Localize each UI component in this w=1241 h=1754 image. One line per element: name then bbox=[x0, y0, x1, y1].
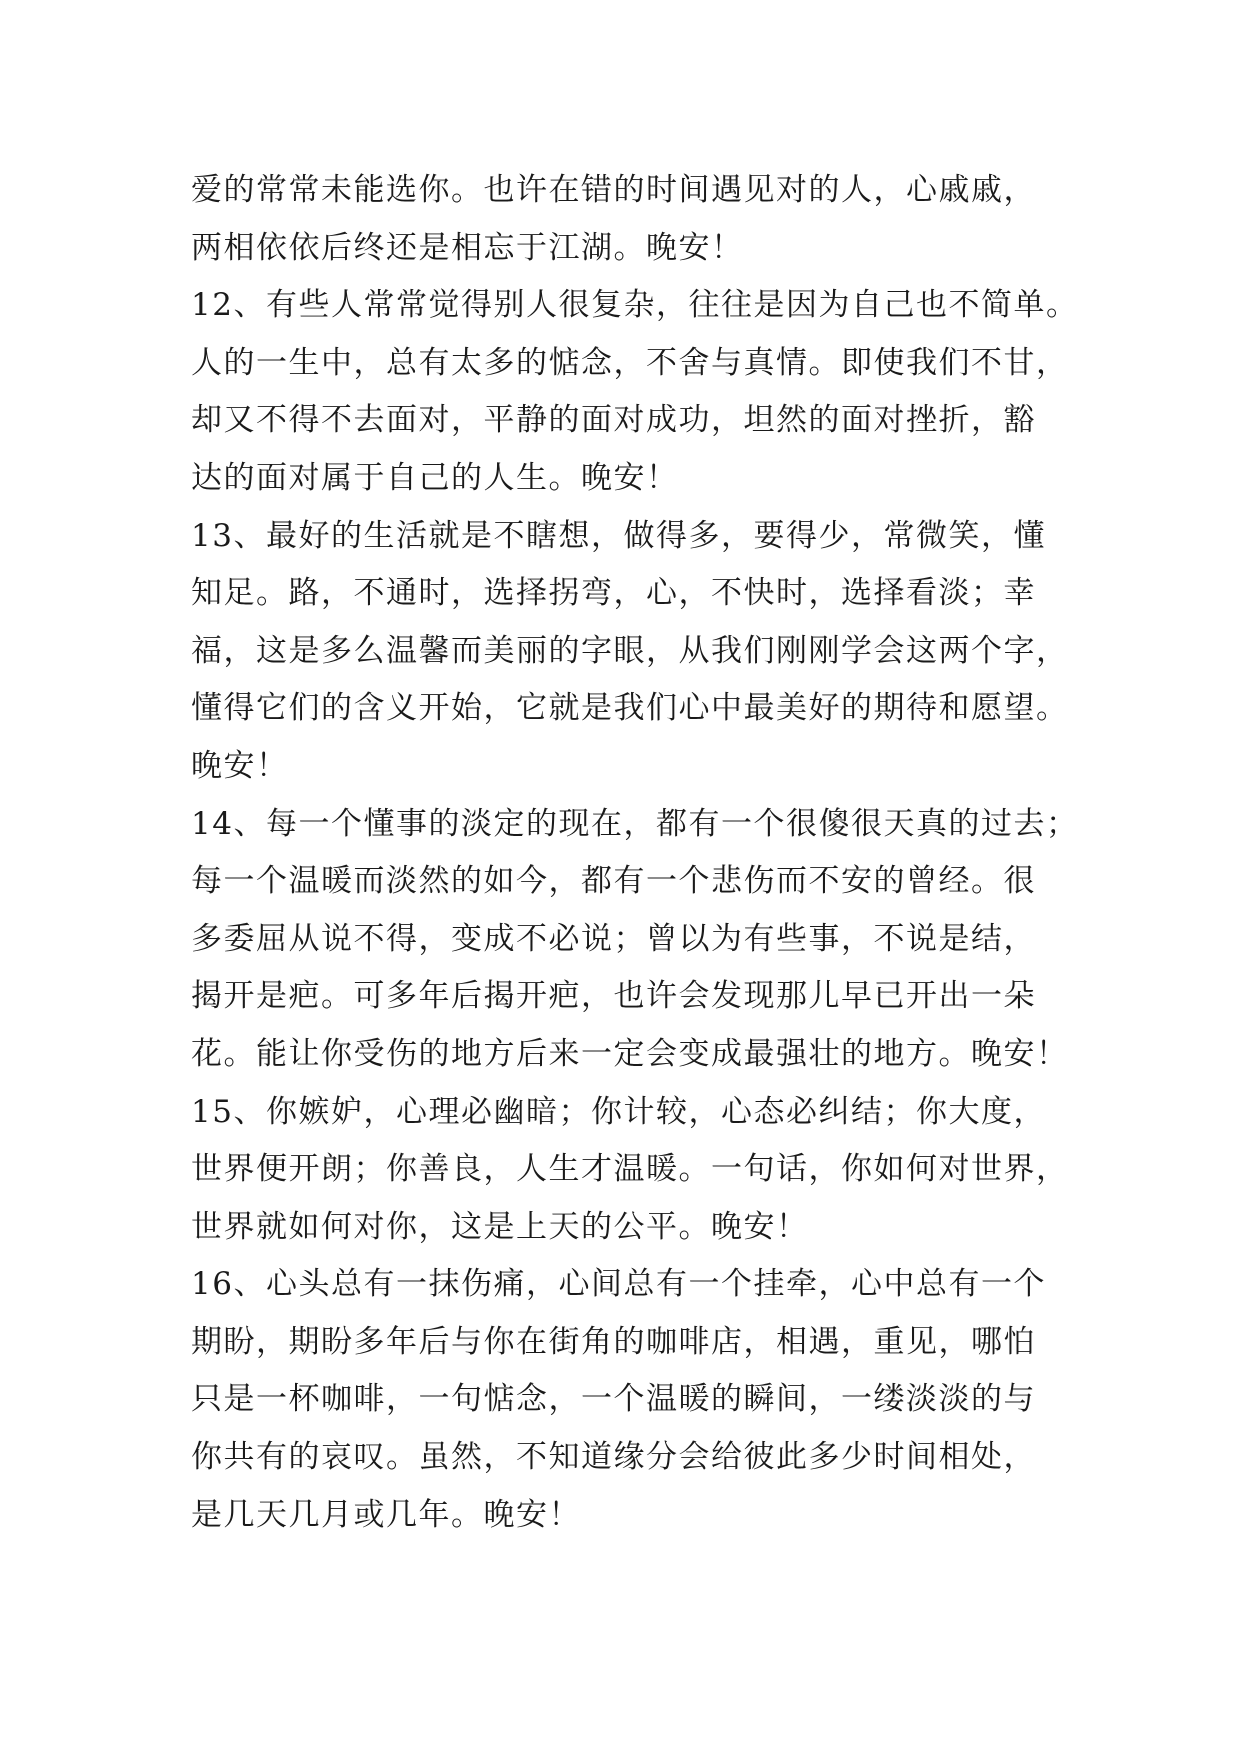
text-line: 世界就如何对你，这是上天的公平。晚安！ bbox=[191, 1208, 809, 1245]
text-line: 你共有的哀叹。虽然，不知道缘分会给彼此多少时间相处， bbox=[191, 1439, 1036, 1476]
text-line: 16、心头总有一抹伤痛，心间总有一个挂牵，心中总有一个 bbox=[191, 1266, 1046, 1303]
text-line: 14、每一个懂事的淡定的现在，都有一个很傻很天真的过去； bbox=[191, 805, 1079, 842]
text-line: 世界便开朗；你善良，人生才温暖。一句话，你如何对世界， bbox=[191, 1151, 1069, 1188]
text-line: 多委屈从说不得，变成不必说；曾以为有些事，不说是结， bbox=[191, 920, 1036, 957]
text-line: 却又不得不去面对，平静的面对成功，坦然的面对挫折，豁 bbox=[191, 402, 1036, 439]
text-line: 13、最好的生活就是不瞎想，做得多，要得少，常微笑，懂 bbox=[191, 517, 1046, 554]
text-line: 人的一生中，总有太多的惦念，不舍与真情。即使我们不甘， bbox=[191, 344, 1069, 381]
text-line: 晚安！ bbox=[191, 747, 289, 784]
body-text bbox=[191, 162, 1079, 1544]
text-line: 15、你嫉妒，心理必幽暗；你计较，心态必纠结；你大度， bbox=[191, 1093, 1046, 1130]
text-line: 期盼，期盼多年后与你在街角的咖啡店，相遇，重见，哪怕 bbox=[191, 1323, 1036, 1360]
text-line: 每一个温暖而淡然的如今，都有一个悲伤而不安的曾经。很 bbox=[191, 863, 1036, 900]
text-line: 达的面对属于自己的人生。晚安！ bbox=[191, 459, 679, 496]
text-line: 揭开是疤。可多年后揭开疤，也许会发现那儿早已开出一朵 bbox=[191, 978, 1036, 1015]
text-line: 福，这是多么温馨而美丽的字眼，从我们刚刚学会这两个字， bbox=[191, 632, 1069, 669]
text-line: 是几天几月或几年。晚安！ bbox=[191, 1496, 581, 1533]
text-line: 两相依依后终还是相忘于江湖。晚安！ bbox=[191, 229, 744, 266]
text-line: 爱的常常未能选你。也许在错的时间遇见对的人，心戚戚， bbox=[191, 172, 1036, 208]
text-line: 懂得它们的含义开始，它就是我们心中最美好的期待和愿望。 bbox=[191, 690, 1069, 727]
text-line: 12、有些人常常觉得别人很复杂，往往是因为自己也不简单。 bbox=[191, 287, 1079, 324]
text-line: 只是一杯咖啡，一句惦念，一个温暖的瞬间，一缕淡淡的与 bbox=[191, 1381, 1036, 1418]
text-line: 知足。路，不通时，选择拐弯，心，不快时，选择看淡；幸 bbox=[191, 575, 1036, 612]
text-line: 花。能让你受伤的地方后来一定会变成最强壮的地方。晚安！ bbox=[191, 1035, 1069, 1072]
